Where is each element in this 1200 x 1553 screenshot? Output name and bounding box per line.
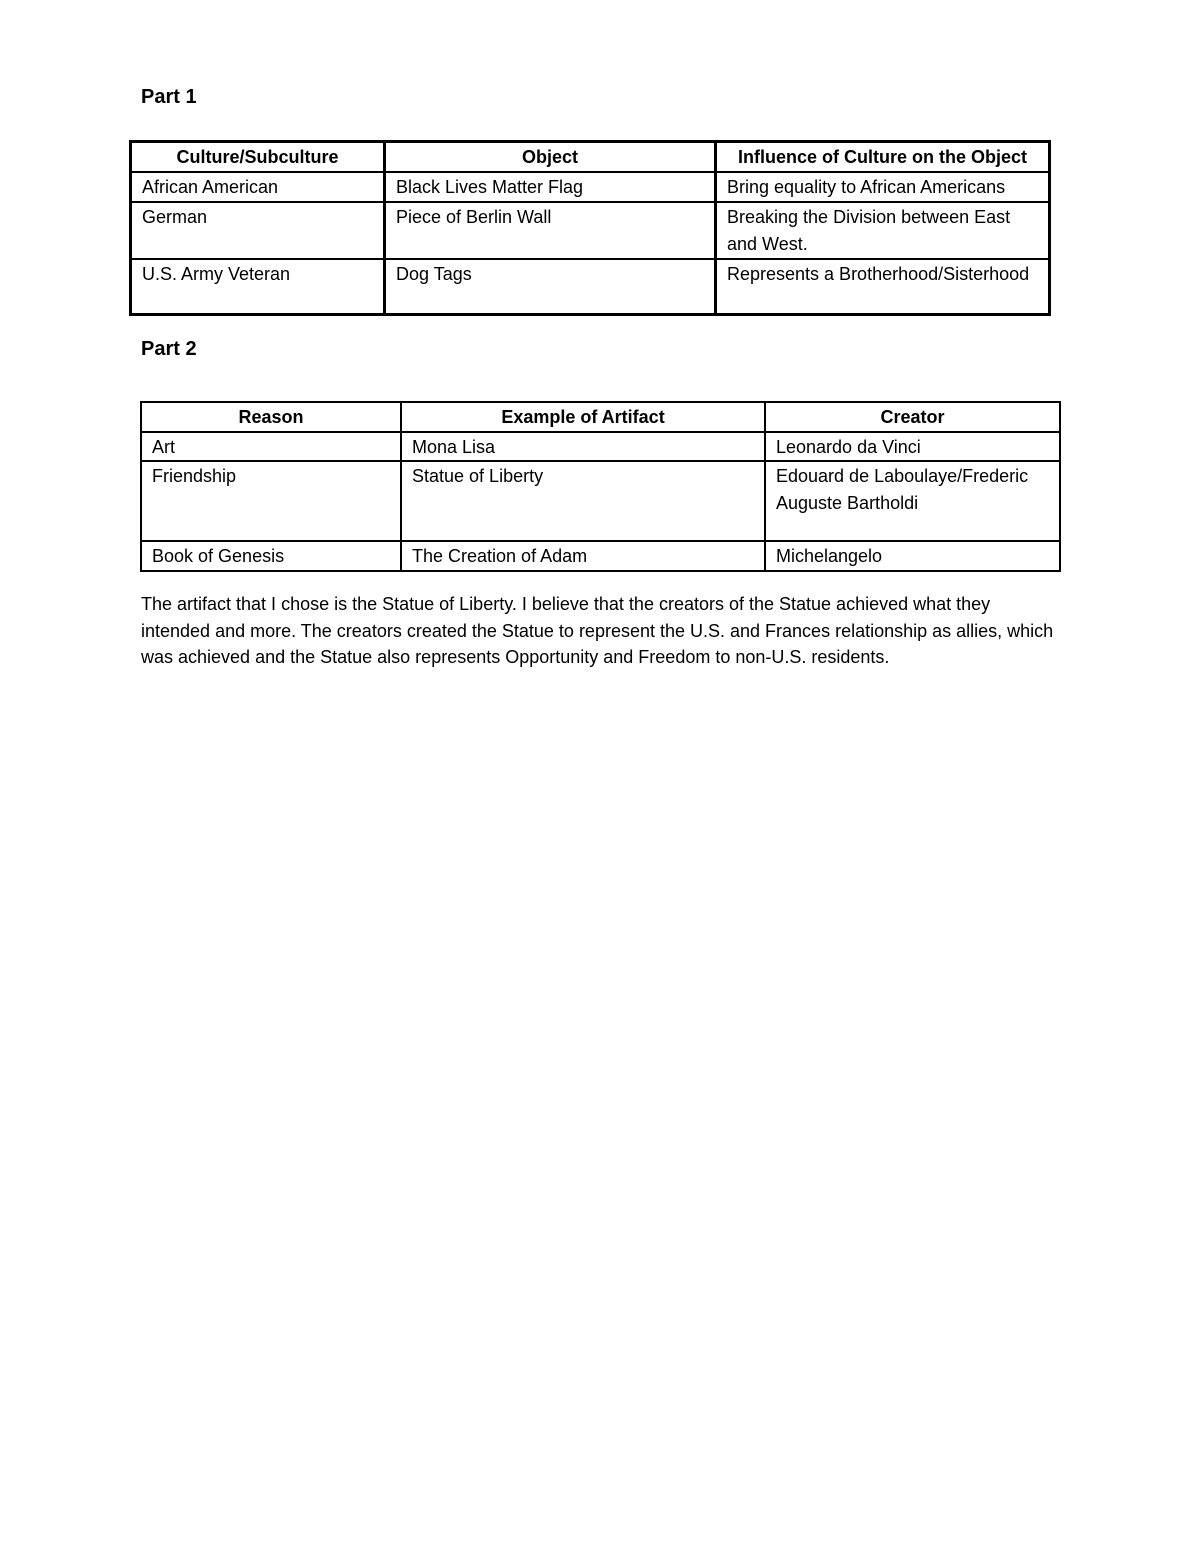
reflection-paragraph: The artifact that I chose is the Statue of Liberty. I believe that the creators of the Statue achieved what they intended and more. The creators created the Statue to represent the U.S. and Frances relationship as allies, which was achieved and the Statue also represents Opportunity and Freedom to non-U.S. residents. bbox=[141, 594, 1054, 667]
table-header-row bbox=[141, 402, 1060, 432]
table-cell: Black Lives Matter Flag bbox=[385, 172, 716, 202]
table-row bbox=[131, 259, 1050, 314]
table-row bbox=[141, 461, 1060, 541]
column-header: Influence of Culture on the Object bbox=[716, 142, 1050, 173]
column-header: Reason bbox=[141, 402, 401, 432]
culture-object-table bbox=[129, 140, 1051, 316]
table-cell: Leonardo da Vinci bbox=[765, 432, 1060, 462]
table-cell: Book of Genesis bbox=[141, 541, 401, 571]
table-row bbox=[141, 541, 1060, 571]
column-header: Creator bbox=[765, 402, 1060, 432]
column-header: Object bbox=[385, 142, 716, 173]
table-cell: Friendship bbox=[141, 461, 401, 541]
table-cell: Edouard de Laboulaye/Frederic Auguste Bartholdi bbox=[765, 461, 1060, 541]
table-cell: Michelangelo bbox=[765, 541, 1060, 571]
table-header-row bbox=[131, 142, 1050, 173]
table-cell: U.S. Army Veteran bbox=[131, 259, 385, 314]
part1-heading: Part 1 bbox=[141, 86, 197, 108]
table-cell: Art bbox=[141, 432, 401, 462]
table-cell: German bbox=[131, 202, 385, 259]
table-row bbox=[131, 202, 1050, 259]
table-cell: African American bbox=[131, 172, 385, 202]
table-cell: Dog Tags bbox=[385, 259, 716, 314]
artifact-table bbox=[140, 401, 1061, 572]
table-cell: Represents a Brotherhood/Sisterhood bbox=[716, 259, 1050, 314]
table-row bbox=[141, 432, 1060, 462]
table-cell: Piece of Berlin Wall bbox=[385, 202, 716, 259]
table-cell: Bring equality to African Americans bbox=[716, 172, 1050, 202]
column-header: Culture/Subculture bbox=[131, 142, 385, 173]
table-cell: Statue of Liberty bbox=[401, 461, 765, 541]
table-row bbox=[131, 172, 1050, 202]
table-cell: The Creation of Adam bbox=[401, 541, 765, 571]
part2-heading: Part 2 bbox=[141, 338, 197, 360]
table-cell: Breaking the Division between East and West. bbox=[716, 202, 1050, 259]
table-cell: Mona Lisa bbox=[401, 432, 765, 462]
column-header: Example of Artifact bbox=[401, 402, 765, 432]
